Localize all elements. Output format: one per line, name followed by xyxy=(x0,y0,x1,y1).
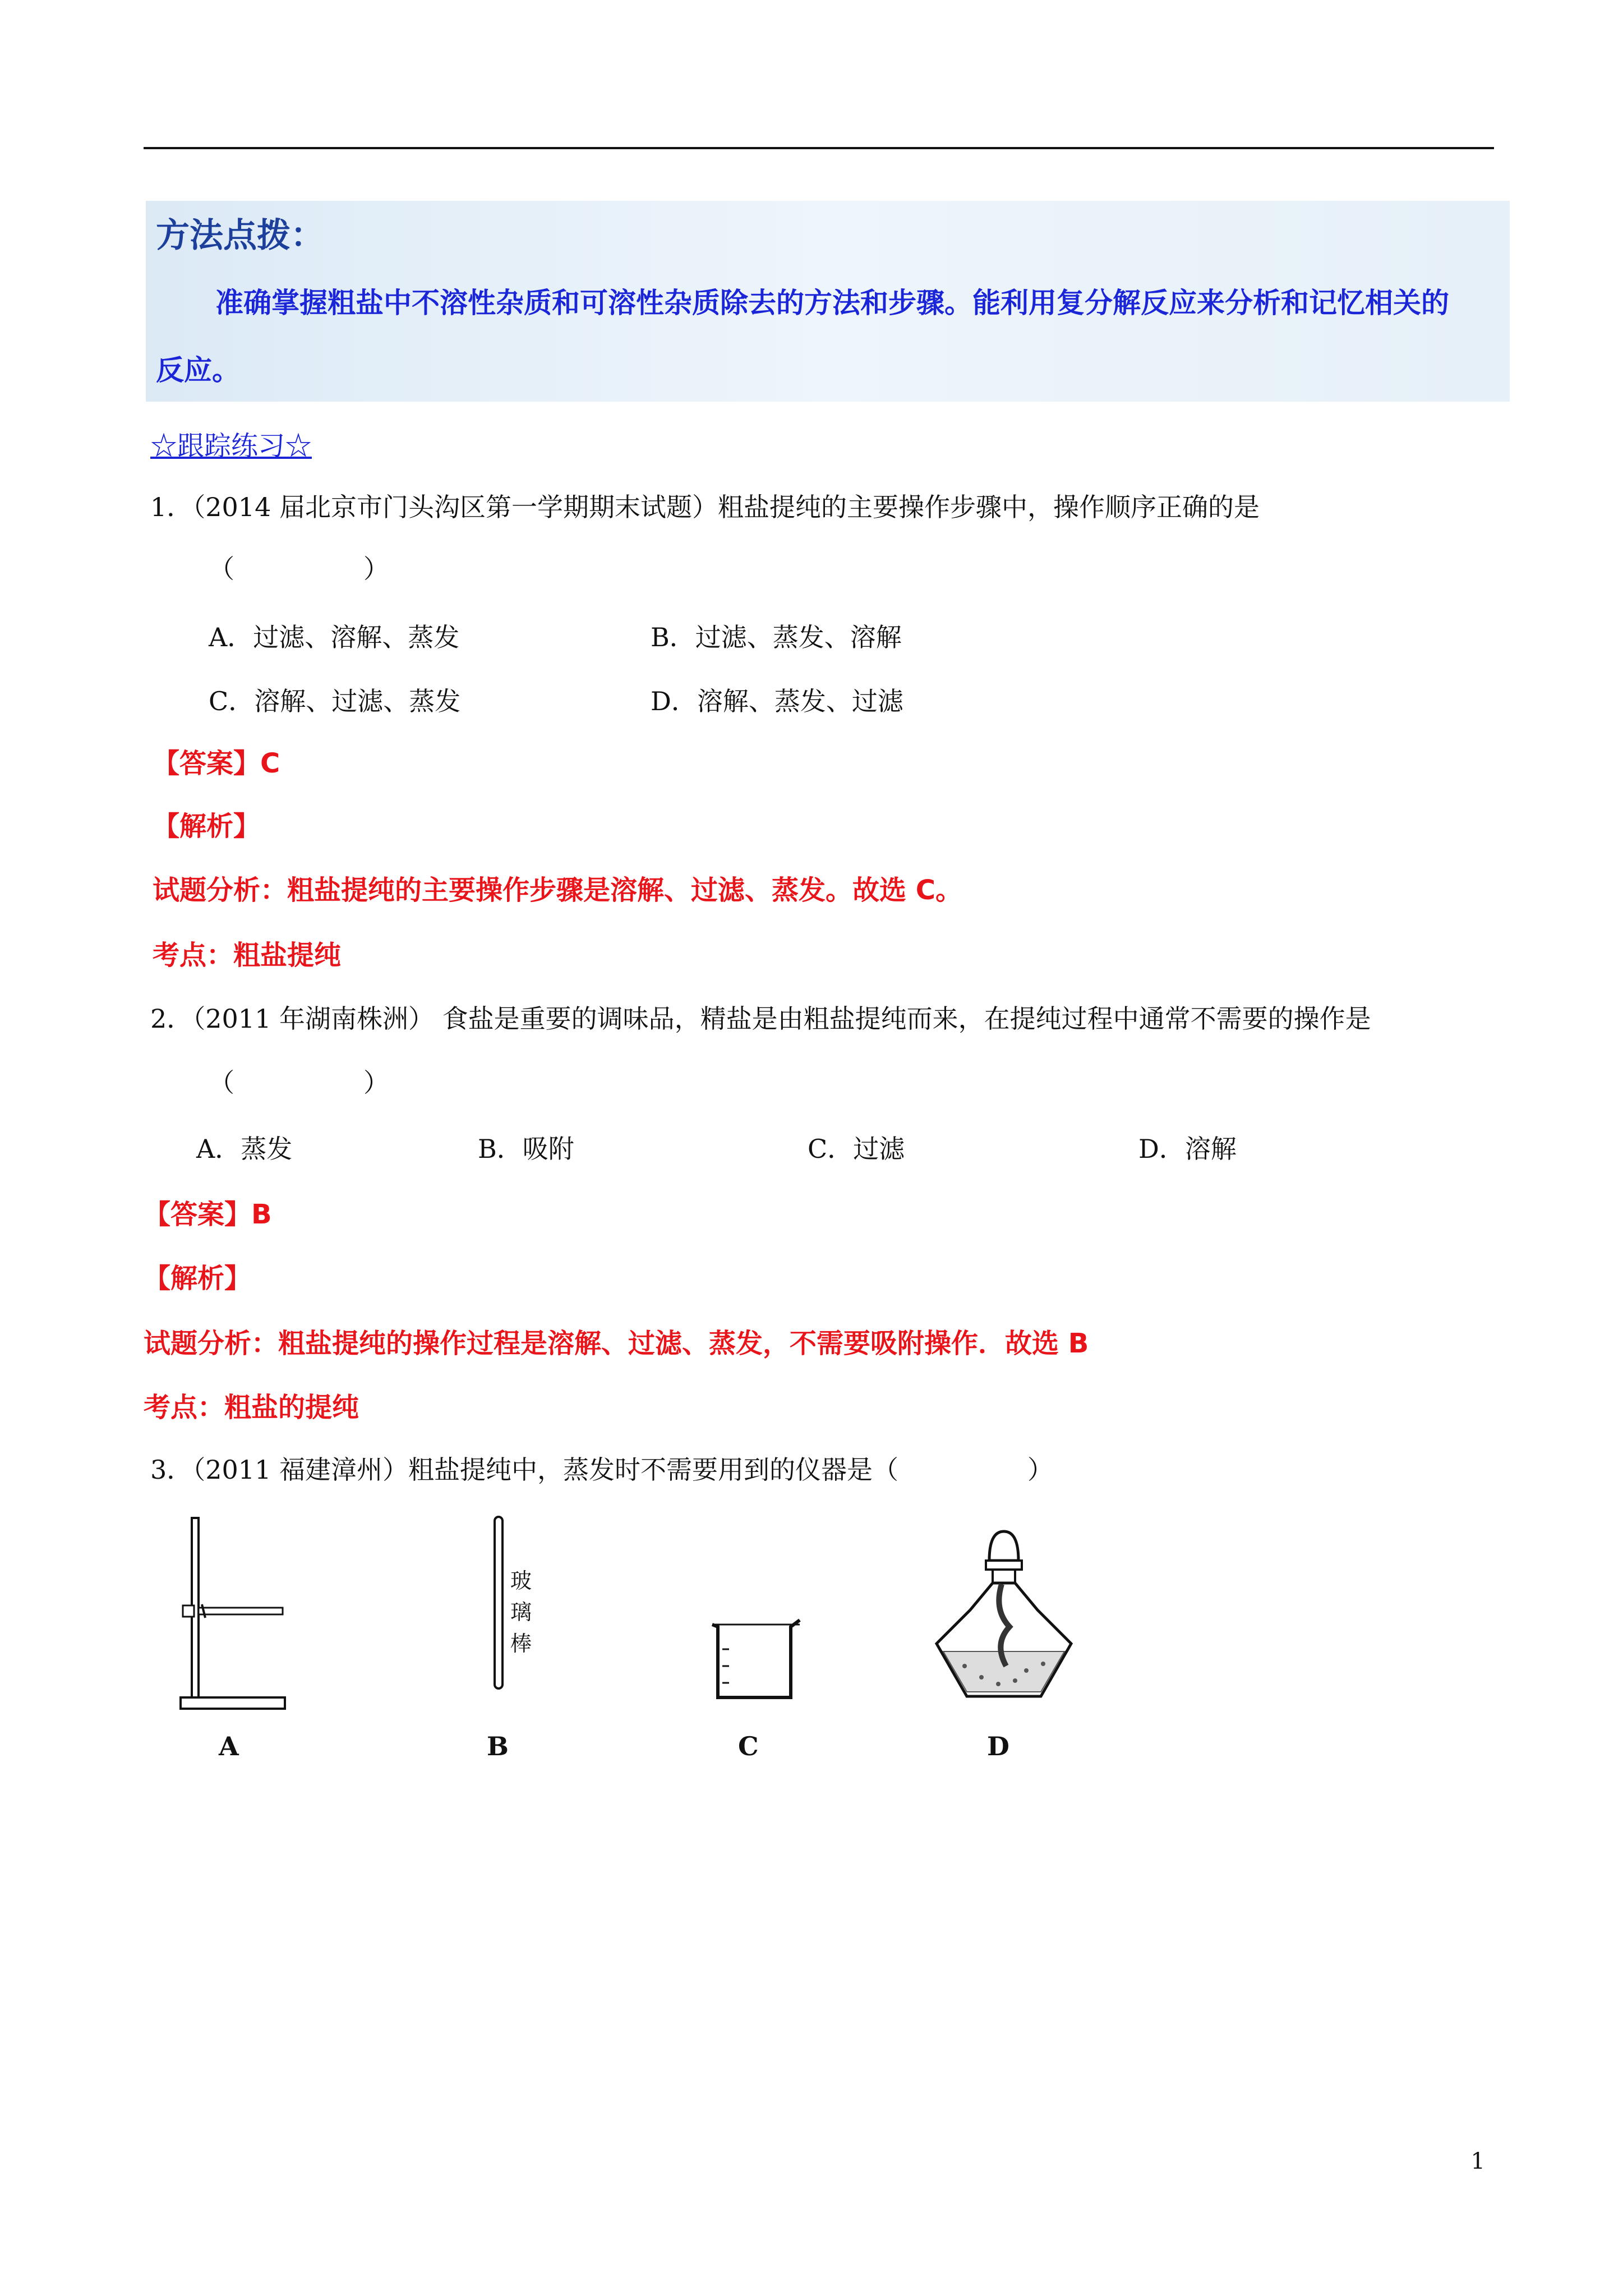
glass-rod-char-2: 璃 xyxy=(510,1600,532,1625)
header-rule xyxy=(144,147,1494,149)
q1-option-d: D．溶解、蒸发、过滤 xyxy=(651,686,903,716)
q2-option-d: D．溶解 xyxy=(1138,1134,1237,1164)
q2-analysis: 试题分析：粗盐提纯的操作过程是溶解、过滤、蒸发，不需要吸附操作．故选 B xyxy=(144,1328,1089,1359)
figure-label-b: B xyxy=(487,1731,509,1761)
q2-option-a: A．蒸发 xyxy=(196,1134,293,1164)
method-tip-line-2: 反应。 xyxy=(156,354,240,386)
page-number: 1 xyxy=(1470,2148,1485,2174)
figure-label-c: C xyxy=(738,1731,759,1761)
glass-rod-char-3: 棒 xyxy=(510,1631,532,1656)
method-tip-line-1: 准确掌握粗盐中不溶性杂质和可溶性杂质除去的方法和步骤。能利用复分解反应来分析和记忆相关的 xyxy=(215,287,1449,319)
q2-stem: 2．（2011 年湖南株洲） 食盐是重要的调味品，精盐是由粗盐提纯而来，在提纯过程中通常不需要的操作是 xyxy=(150,1004,1371,1034)
q1-option-b: B．过滤、蒸发、溶解 xyxy=(651,622,902,652)
q2-option-c: C．过滤 xyxy=(808,1134,905,1164)
method-tip-box xyxy=(146,201,1510,402)
q2-answer: 【答案】B xyxy=(144,1199,272,1230)
method-tip-title: 方法点拨： xyxy=(156,216,324,255)
q1-analysis-heading: 【解析】 xyxy=(153,811,261,842)
q2-blank: （ ） xyxy=(209,1068,389,1098)
q1-blank: （ ） xyxy=(209,554,389,584)
q2-point: 考点：粗盐的提纯 xyxy=(144,1392,359,1423)
figure-label-a: A xyxy=(219,1731,239,1761)
q1-option-a: A．过滤、溶解、蒸发 xyxy=(209,622,460,652)
track-practice-heading[interactable]: ☆跟踪练习☆ xyxy=(150,430,312,462)
q1-option-c: C．溶解、过滤、蒸发 xyxy=(209,686,461,716)
q1-stem: 1．（2014 届北京市门头沟区第一学期期末试题）粗盐提纯的主要操作步骤中，操作顺序正确的是 xyxy=(150,492,1260,522)
glass-rod-label xyxy=(510,1565,538,1659)
q2-option-b: B．吸附 xyxy=(478,1134,574,1164)
q1-point: 考点：粗盐提纯 xyxy=(153,940,342,971)
alcohol-lamp-figure xyxy=(931,1526,1077,1705)
q1-answer: 【答案】C xyxy=(153,748,280,779)
iron-stand-figure xyxy=(168,1515,292,1717)
q2-analysis-heading: 【解析】 xyxy=(144,1263,252,1294)
figure-label-d: D xyxy=(987,1731,1009,1761)
glass-rod-char-1: 玻 xyxy=(510,1568,532,1593)
beaker-figure xyxy=(707,1616,808,1705)
q1-analysis: 试题分析：粗盐提纯的主要操作步骤是溶解、过滤、蒸发。故选 C。 xyxy=(153,875,962,906)
q3-stem: 3．（2011 福建漳州）粗盐提纯中，蒸发时不需要用到的仪器是（ ） xyxy=(150,1455,1053,1485)
